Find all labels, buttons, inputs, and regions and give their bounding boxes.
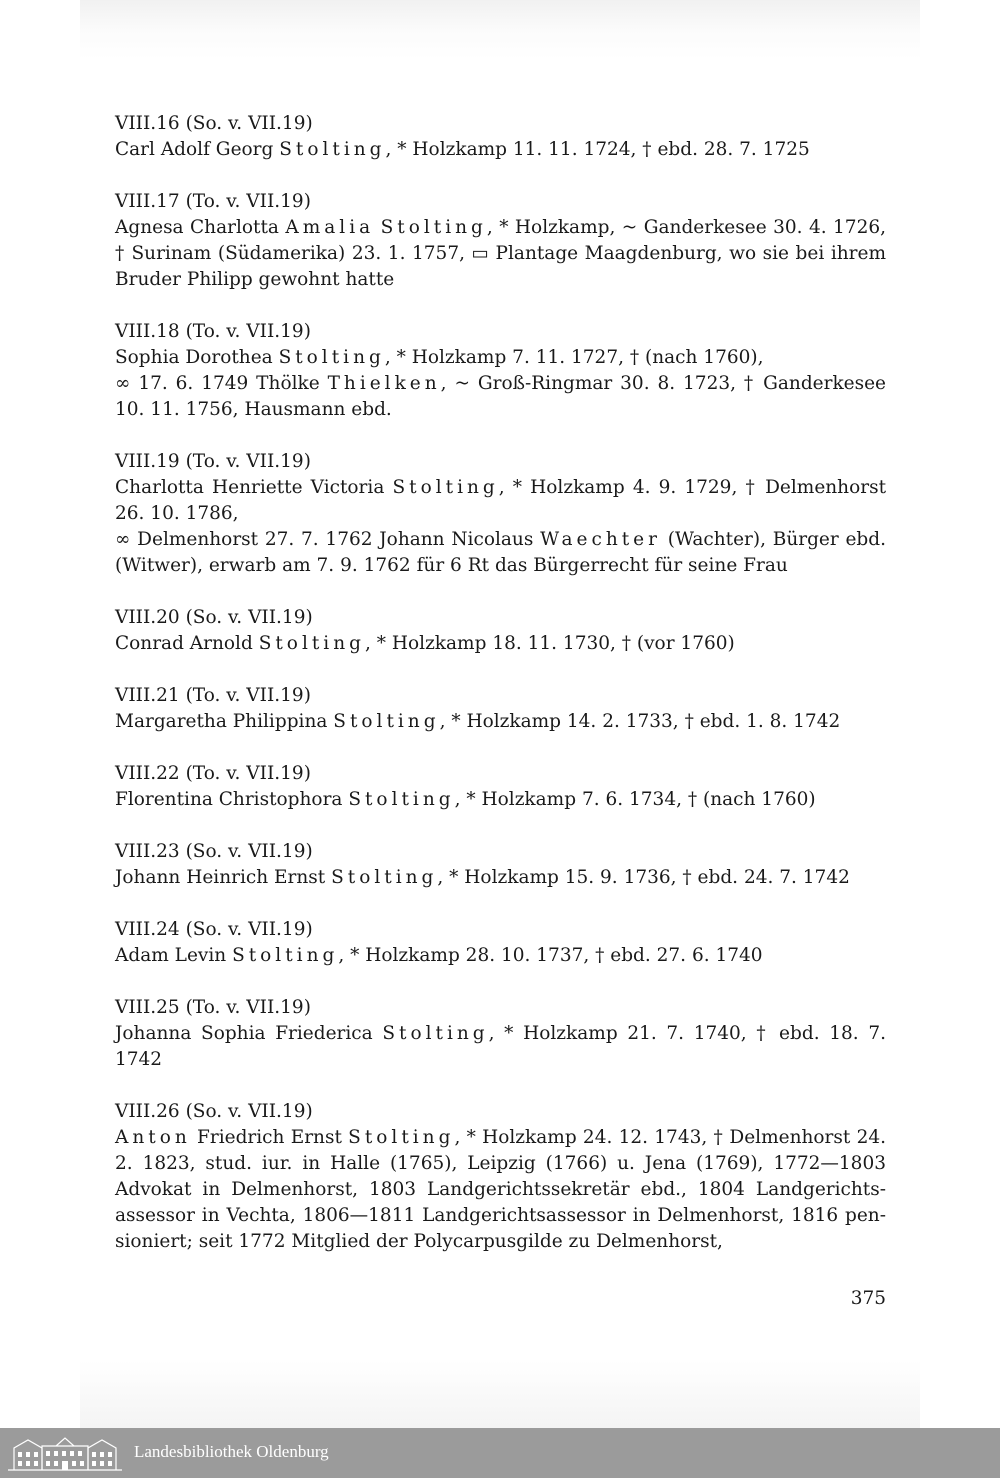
entry-text: Agnesa Charlotta (115, 217, 286, 238)
entry-text: Adam Levin (115, 945, 233, 966)
entry-text: , * Holzkamp 18. 11. 1730, † (vor 1760) (364, 633, 735, 654)
spaced-surname: Amalia (285, 217, 375, 238)
genealogy-entry (115, 917, 886, 969)
entry-heading: VIII.26 (So. v. VII.19) (115, 1101, 313, 1122)
footer-bar (0, 1428, 1000, 1478)
entry-text: Conrad Arnold (115, 633, 259, 654)
spaced-surname: Stolting (232, 945, 339, 966)
entry-heading: VIII.25 (To. v. VII.19) (115, 997, 311, 1018)
entry-text: , * Holzkamp, ~ Ganderkesee 30. 4. 1726, † Surinam (Südamerika) 23. 1. 1757, ▭ Plantage Maagdenburg, wo sie bei ihrem Bruder Philipp gewohnt hatte (115, 217, 886, 290)
entry-heading: VIII.19 (To. v. VII.19) (115, 451, 311, 472)
spaced-surname: Stolting (258, 633, 365, 654)
entry-text: , * Holzkamp 24. 12. 1743, † Delmenhorst 24. 2. 1823, stud. iur. in Halle (1765), Leipzig (1766) u. Jena (1769), 1772—1803 Advokat in Delmenhorst, 1803 Landgerichtssekretär ebd., 1804 Landgerichtsassessor in Vechta, 1806—1811 Landgerichtsassessor in Delmenhorst, 1816 pensioniert; seit 1772 Mitglied der Polycarpusgilde zu Delmenhorst, (115, 1127, 887, 1252)
spaced-surname: Stolting (333, 711, 440, 732)
entry-text: , ~ Groß-Ringmar 30. 8. 1723, † Ganderkesee 10. 11. 1756, Hausmann ebd. (115, 373, 886, 420)
entry-body (115, 137, 886, 163)
spaced-surname: Stolting (380, 217, 487, 238)
entry-body (115, 787, 886, 813)
spaced-surname: Anton (115, 1127, 191, 1148)
entry-body (115, 215, 886, 293)
spaced-surname: Stolting (392, 477, 499, 498)
entry-heading: VIII.17 (To. v. VII.19) (115, 191, 311, 212)
spaced-surname: Stolting (382, 1023, 489, 1044)
genealogy-entry (115, 111, 886, 163)
entry-text: , * Holzkamp 7. 6. 1734, † (nach 1760) (454, 789, 816, 810)
entry-text: Margaretha Philippina (115, 711, 334, 732)
genealogy-entry (115, 319, 886, 423)
entry-text: , * Holzkamp 4. 9. 1729, † Delmenhorst 26. 10. 1786, (115, 477, 886, 524)
entry-body (115, 943, 886, 969)
entry-body (115, 631, 886, 657)
entry-text: Johann Heinrich Ernst (115, 867, 332, 888)
entry-text: Charlotta Henriette Victoria (115, 477, 393, 498)
spaced-surname: Stolting (331, 867, 438, 888)
entry-text: , * Holzkamp 14. 2. 1733, † ebd. 1. 8. 1742 (439, 711, 841, 732)
genealogy-entry (115, 839, 886, 891)
entry-text: Sophia Dorothea (115, 347, 279, 368)
entry-body (115, 345, 886, 423)
library-building-icon (6, 1434, 124, 1472)
entry-body (115, 1021, 886, 1073)
entry-heading: VIII.23 (So. v. VII.19) (115, 841, 313, 862)
spaced-surname: Thielken (327, 373, 441, 394)
entry-body (115, 1125, 886, 1255)
entry-heading: VIII.16 (So. v. VII.19) (115, 113, 313, 134)
entry-heading: VIII.18 (To. v. VII.19) (115, 321, 311, 342)
entry-heading: VIII.22 (To. v. VII.19) (115, 763, 311, 784)
spaced-surname: Stolting (278, 347, 385, 368)
entry-body (115, 709, 886, 735)
entry-text: , * Holzkamp 11. 11. 1724, † ebd. 28. 7. 1725 (385, 139, 810, 160)
genealogy-entry (115, 761, 886, 813)
genealogy-entry (115, 683, 886, 735)
genealogy-entry (115, 995, 886, 1073)
genealogy-entry (115, 1099, 886, 1255)
entry-text: Carl Adolf Georg (115, 139, 280, 160)
entry-body (115, 865, 886, 891)
entry-body (115, 475, 886, 579)
page-number: 375 (850, 1288, 886, 1309)
entry-text: Friedrich Ernst (190, 1127, 349, 1148)
genealogy-entry (115, 189, 886, 293)
genealogy-entry (115, 605, 886, 657)
genealogy-text (115, 111, 886, 1281)
entry-text: ∞ 17. 6. 1749 Thölke (115, 373, 328, 394)
spaced-surname: Stolting (279, 139, 386, 160)
library-name: Landesbibliothek Oldenburg (134, 1442, 329, 1461)
spaced-surname: Stolting (348, 789, 455, 810)
entry-text: , * Holzkamp 28. 10. 1737, † ebd. 27. 6. 1740 (338, 945, 763, 966)
spaced-surname: Waechter (540, 529, 661, 550)
entry-heading: VIII.20 (So. v. VII.19) (115, 607, 313, 628)
entry-heading: VIII.21 (To. v. VII.19) (115, 685, 311, 706)
entry-text: ∞ Delmenhorst 27. 7. 1762 Johann Nicolaus (115, 529, 541, 550)
entry-text: Johanna Sophia Friederica (115, 1023, 383, 1044)
entry-text: (Wachter), Bürger ebd. (Witwer), erwarb am 7. 9. 1762 für 6 Rt das Bürgerrecht für seine Frau (115, 529, 886, 576)
entry-text: Florentina Christophora (115, 789, 349, 810)
entry-text: , * Holzkamp 15. 9. 1736, † ebd. 24. 7. 1742 (437, 867, 850, 888)
genealogy-entry (115, 449, 886, 579)
entry-text: , * Holzkamp 7. 11. 1727, † (nach 1760), (384, 347, 764, 368)
entry-heading: VIII.24 (So. v. VII.19) (115, 919, 313, 940)
spaced-surname: Stolting (348, 1127, 455, 1148)
entry-text: , * Holzkamp 21. 7. 1740, † ebd. 18. 7. 1742 (115, 1023, 886, 1070)
